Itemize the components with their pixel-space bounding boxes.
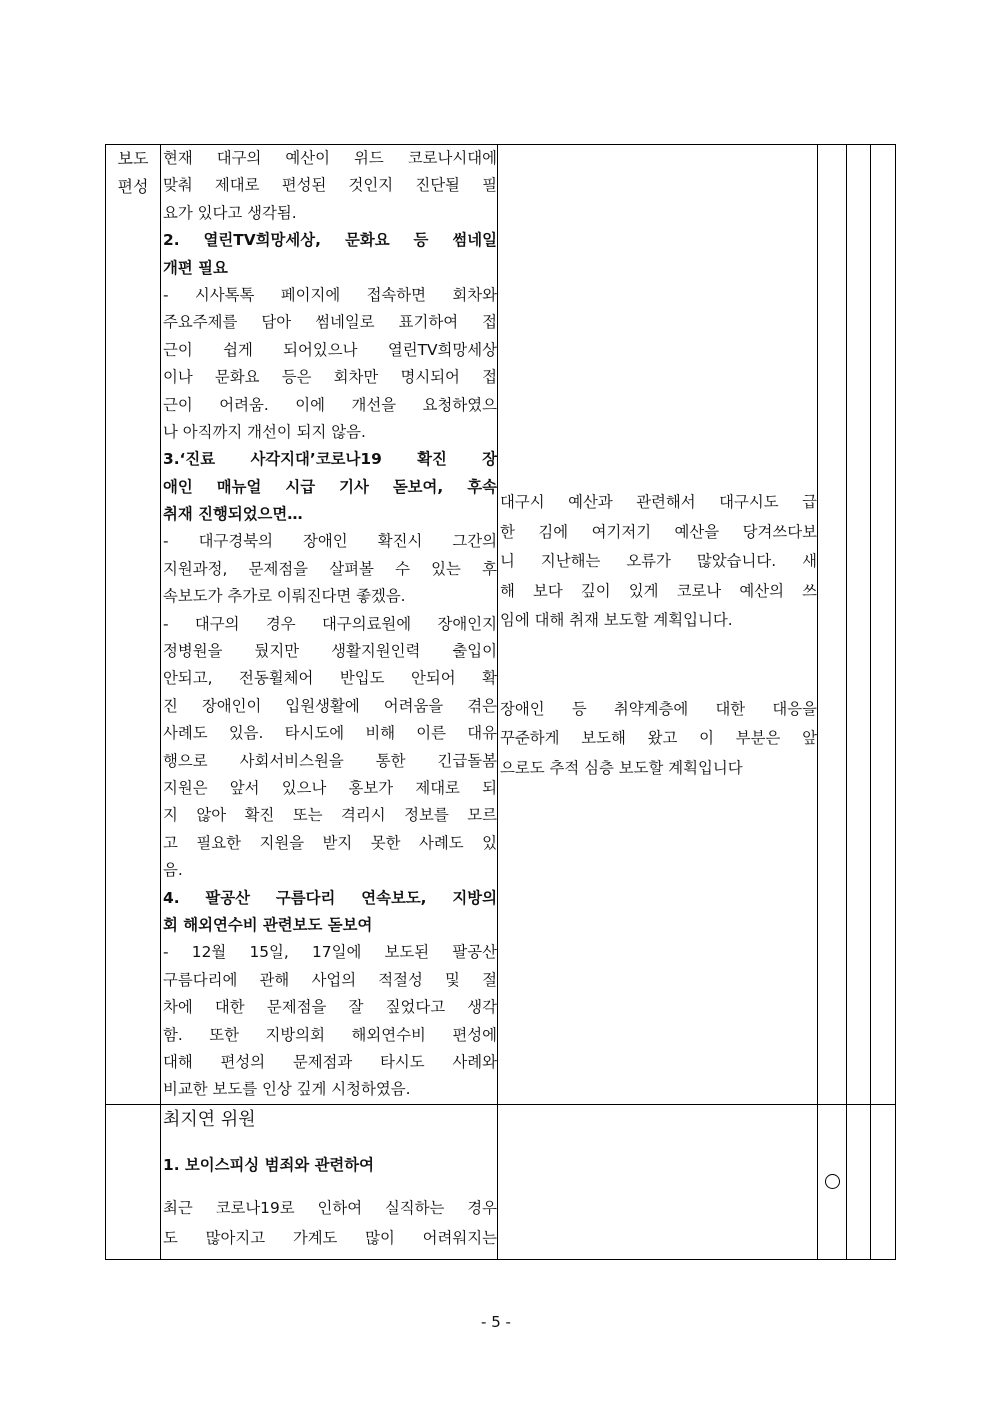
response-cell-2 — [498, 1104, 818, 1259]
check-cell-3 — [871, 145, 896, 1105]
category-cell-empty — [106, 1104, 161, 1259]
check-cell-2 — [847, 1104, 871, 1259]
text-line: 맞춰 제대로 편성된 것인지 진단될 필 — [163, 176, 497, 195]
text-line: 주요주제를 담아 썸네일로 표기하여 접 — [163, 313, 497, 332]
text-line: 비교한 보도를 인상 깊게 시청하였음. — [163, 1080, 411, 1099]
text-line: 함. 또한 지방의회 해외연수비 편성에 — [163, 1025, 497, 1044]
text-line: 구름다리에 관해 사업의 적절성 및 절 — [163, 970, 497, 989]
text-line: 현재 대구의 예산이 위드 코로나시대에 — [163, 149, 497, 167]
text-line: - 12월 15일, 17일에 보도된 팔공산 — [163, 943, 497, 962]
table-row — [106, 1104, 896, 1259]
response-block-disability — [498, 695, 817, 784]
review-table — [105, 144, 896, 1260]
response-line: 해 보다 깊이 있게 코로나 예산의 쓰 — [500, 581, 817, 600]
text-line: 근이 쉽게 되어있으나 열린TV희망세상 — [163, 340, 497, 359]
text-line: 정병원을 뒀지만 생활지원인력 출입이 — [163, 642, 497, 661]
text-line: 대해 편성의 문제점과 타시도 사례와 — [163, 1052, 497, 1071]
response-line: 니 지난해는 오류가 많았습니다. 새 — [500, 552, 817, 570]
content-cell-2 — [161, 1104, 498, 1259]
check-cell-3 — [871, 1104, 896, 1259]
response-line: 꾸준하게 보도해 왔고 이 부분은 앞 — [500, 729, 817, 747]
text-line: - 대구의 경우 대구의료원에 장애인지 — [163, 614, 497, 633]
category-cell — [106, 145, 161, 1105]
text-line: 지 않아 확진 또는 격리시 정보를 모르 — [163, 806, 497, 825]
text-line: 안되고, 전동휠체어 반입도 안되어 확 — [163, 669, 497, 688]
text-line: 행으로 사회서비스원을 통한 긴급돌봄 — [163, 751, 497, 770]
text-line: 차에 대한 문제점을 잘 짚었다고 생각 — [163, 998, 497, 1017]
response-cell — [498, 145, 818, 1105]
text-line: 나 아직까지 개선이 되지 않음. — [163, 422, 366, 441]
member-name: 최지연 위원 — [163, 1108, 256, 1130]
text-line: 진 장애인이 입원생활에 어려움을 겪은 — [163, 696, 497, 715]
response-line: 대구시 예산과 관련해서 대구시도 급 — [500, 493, 817, 511]
text-line: 회 해외연수비 관련보도 돋보여 — [163, 915, 373, 934]
text-line: 음. — [163, 861, 183, 880]
text-line: 2. 열린TV희망세상, 문화요 등 썸네일 — [163, 231, 497, 250]
text-line: 취재 진행되었으면… — [163, 505, 303, 524]
page-number: - 5 - — [481, 1313, 511, 1331]
check-cell-1 — [818, 145, 847, 1105]
text-line: 근이 어려움. 이에 개선을 요청하였으 — [163, 395, 497, 414]
text-line: 지원은 앞서 있으나 홍보가 제대로 되 — [163, 778, 497, 797]
text-line: 4. 팔공산 구름다리 연속보도, 지방의 — [163, 888, 497, 907]
category-line-2: 편성 — [117, 177, 149, 196]
text-line: 지원과정, 문제점을 살펴볼 수 있는 후 — [163, 559, 497, 578]
item-title: 1. 보이스피싱 범죄와 관련하여 — [163, 1155, 375, 1174]
check-cell-2 — [847, 145, 871, 1105]
check-cell-1 — [818, 1104, 847, 1259]
text-line: 사례도 있음. 타시도에 비해 이른 대유 — [163, 724, 497, 743]
text-line: 최근 코로나19로 인하여 실직하는 경우 — [163, 1198, 497, 1217]
text-line: 도 많아지고 가계도 많이 어려워지는 — [163, 1229, 497, 1248]
text-line: - 시사톡톡 페이지에 접속하면 회차와 — [163, 285, 497, 304]
text-line: 속보도가 추가로 이뤄진다면 좋겠음. — [163, 587, 406, 606]
text-line: 요가 있다고 생각됨. — [163, 203, 297, 222]
text-line: - 대구경북의 장애인 확진시 그간의 — [163, 532, 497, 551]
response-line: 장애인 등 취약계층에 대한 대응을 — [500, 699, 817, 718]
category-line-1: 보도 — [117, 149, 149, 168]
content-cell — [161, 145, 498, 1105]
circle-mark-icon — [825, 1174, 840, 1189]
text-line: 고 필요한 지원을 받지 못한 사례도 있 — [163, 833, 497, 852]
response-block-budget — [498, 488, 817, 636]
text-line: 개편 필요 — [163, 258, 228, 277]
text-line: 애인 매뉴얼 시급 기사 돋보여, 후속 — [163, 477, 497, 496]
response-line: 임에 대해 취재 보도할 계획입니다. — [500, 611, 733, 629]
response-line: 한 김에 여기저기 예산을 당겨쓰다보 — [500, 522, 817, 541]
table-row — [106, 145, 896, 1105]
text-line: 이나 문화요 등은 회차만 명시되어 접 — [163, 368, 497, 387]
response-line: 으로도 추적 심층 보도할 계획입니다 — [500, 758, 743, 777]
text-line: 3.‘진료 사각지대’코로나19 확진 장 — [163, 450, 497, 469]
